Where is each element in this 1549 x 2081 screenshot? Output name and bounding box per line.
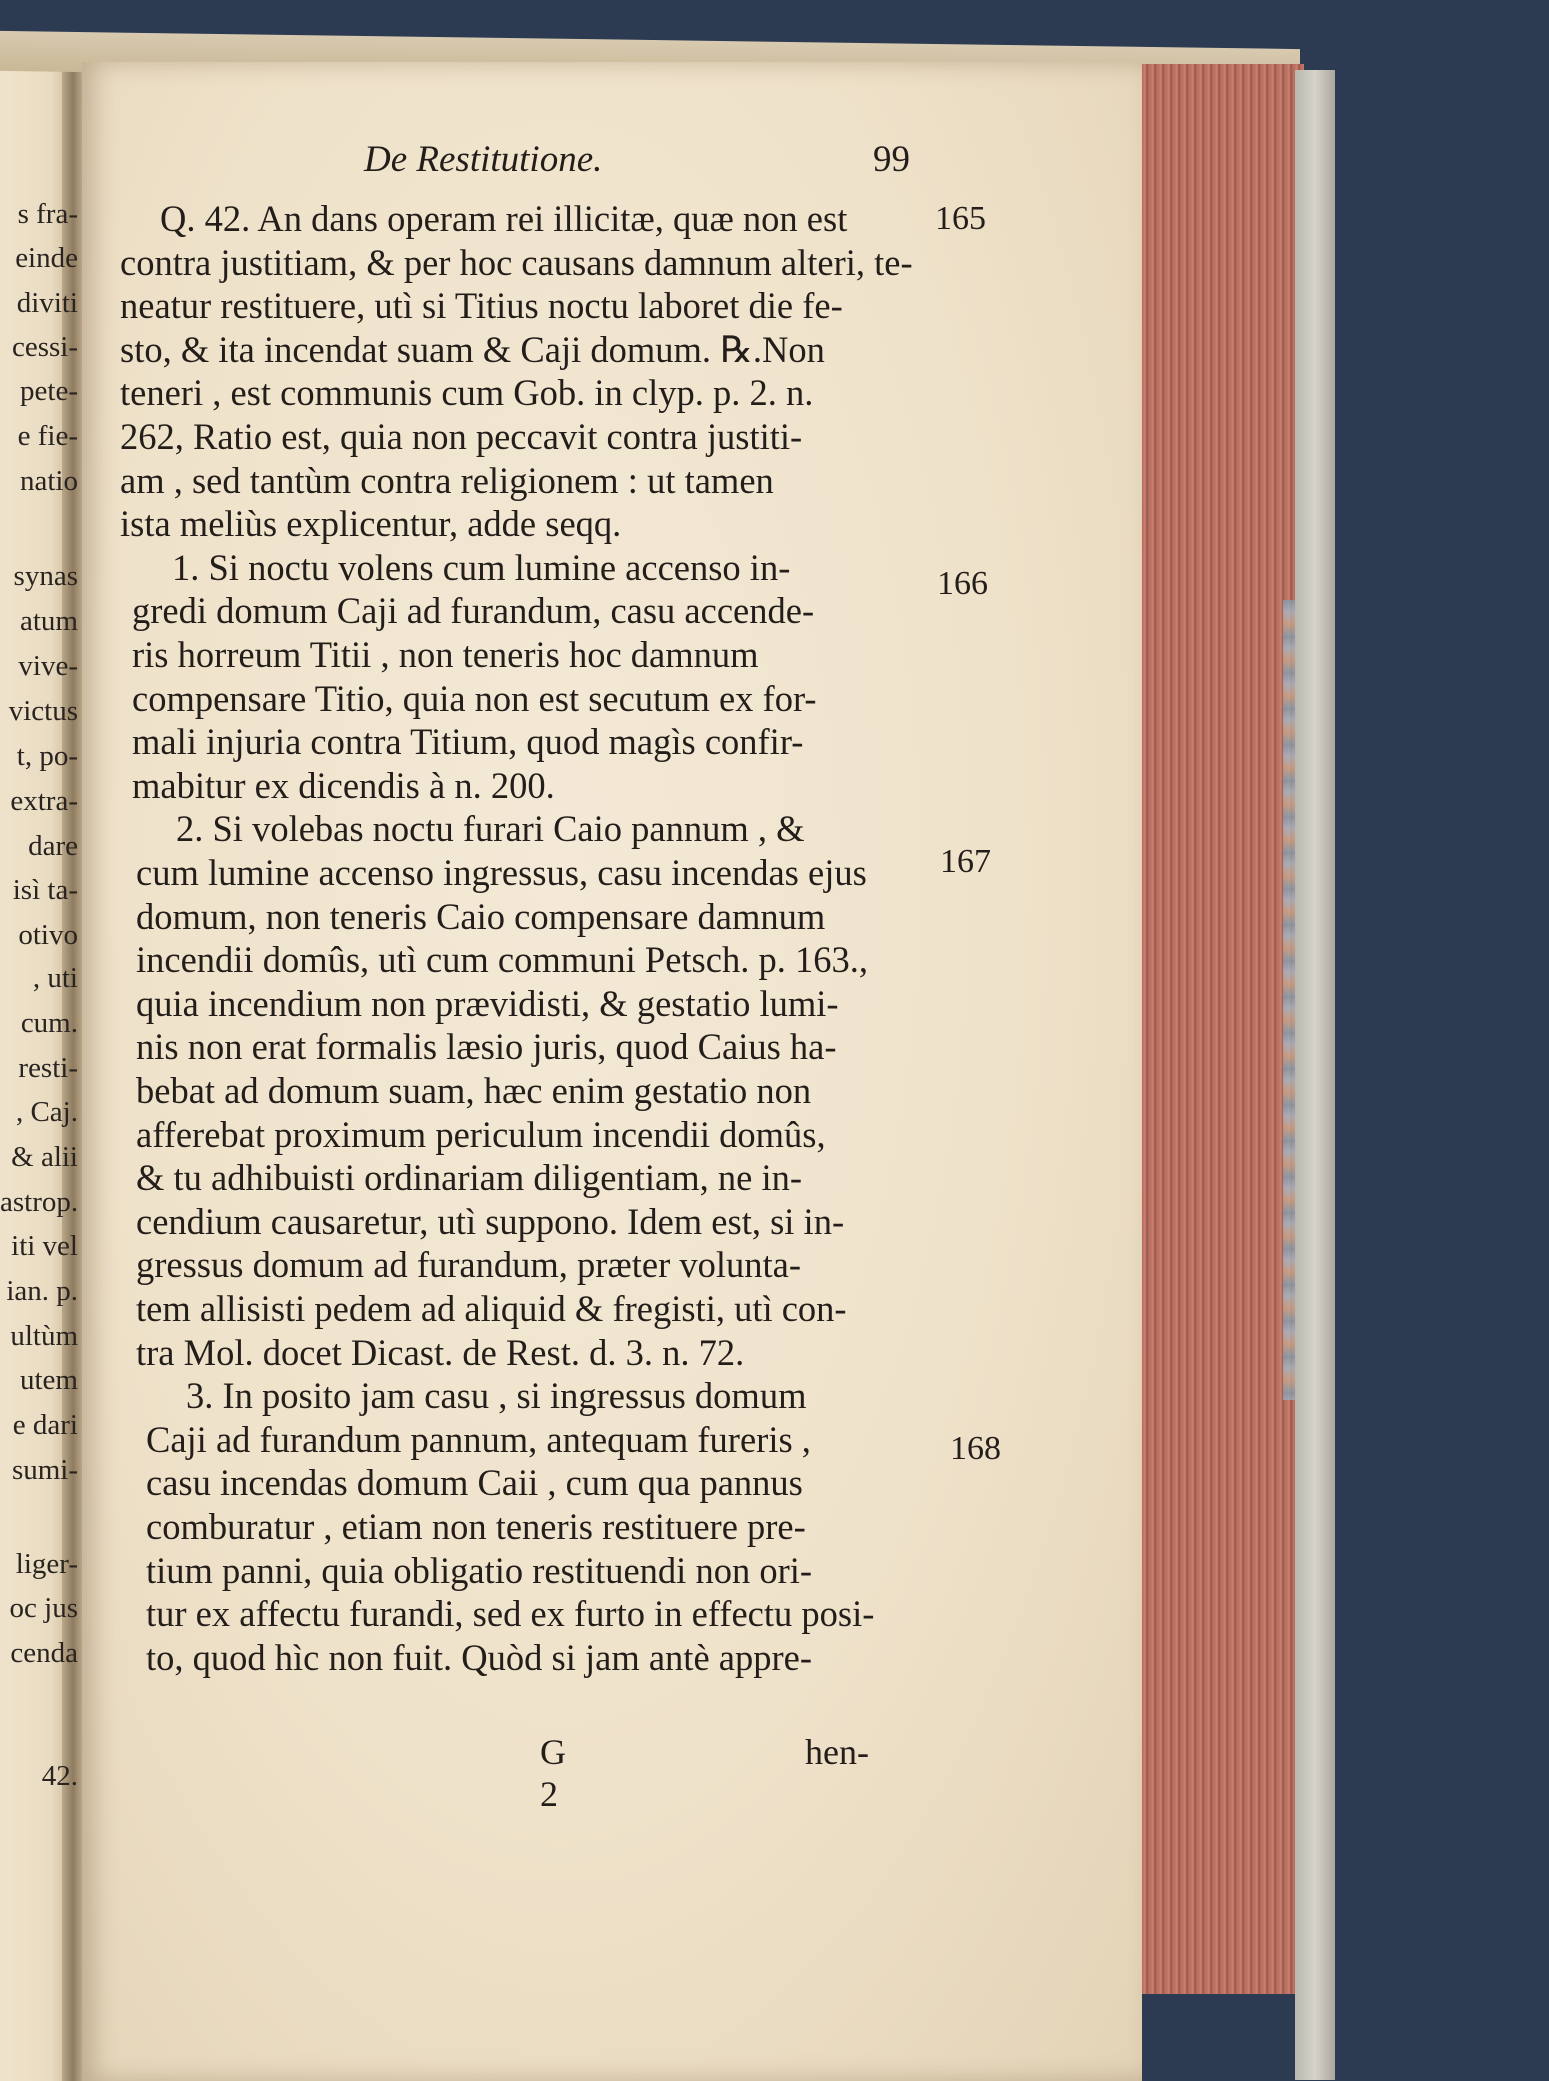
text-line: incendii domûs, utì cum communi Petsch. p. 163., — [136, 939, 868, 981]
previous-page-fragment: astrop. — [0, 1186, 78, 1218]
text-line: quia incendium non prævidisti, & gestatio lumi- — [136, 982, 839, 1024]
cover-board — [1295, 70, 1335, 2080]
text-line: tra Mol. docet Dicast. de Rest. d. 3. n. 72. — [136, 1331, 745, 1373]
text-line: sto, & ita incendat suam & Caji domum. ℞.Non — [120, 328, 825, 370]
previous-page-fragment: & alii — [11, 1141, 78, 1173]
text-line: gredi domum Caji ad furandum, casu accende- — [132, 590, 815, 632]
text-line: afferebat proximum periculum incendii domûs, — [136, 1113, 826, 1155]
previous-page-fragment: pete- — [20, 375, 78, 407]
running-title: De Restitutione. — [364, 139, 603, 180]
previous-page-fragment: natio — [20, 465, 78, 497]
previous-page-fragment: cessi- — [11, 331, 78, 363]
previous-page-fragment: victus — [8, 695, 78, 727]
text-line: teneri , est communis cum Gob. in clyp. p. 2. n. — [120, 372, 814, 414]
catchword: hen- — [805, 1732, 869, 1772]
previous-page-fragment: , uti — [32, 962, 78, 994]
text-line: ista meliùs explicentur, adde seqq. — [120, 503, 622, 545]
text-line: tem allisisti pedem ad aliquid & fregisti, utì con- — [136, 1288, 847, 1329]
text-line: neatur restituere, utì si Titius noctu laboret die fe- — [120, 285, 843, 327]
previous-page-fragment: 42. — [41, 1760, 78, 1792]
previous-page-fragment: liger- — [15, 1548, 78, 1580]
text-line: mali injuria contra Titium, quod magìs confir- — [132, 721, 804, 763]
previous-page-fragment: resti- — [18, 1052, 78, 1084]
previous-page-fragment: ultùm — [10, 1320, 78, 1352]
marginal-number: 165 — [935, 200, 986, 237]
text-line: 262, Ratio est, quia non peccavit contra justiti- — [120, 416, 803, 457]
previous-page-fragment: t, po- — [16, 740, 78, 772]
text-line: Caji ad furandum pannum, antequam fureris , — [146, 1418, 811, 1460]
previous-page-fragment: einde — [15, 242, 78, 274]
page-number: 99 — [873, 139, 910, 180]
text-line: ris horreum Titii , non teneris hoc damnum — [132, 634, 759, 675]
marginal-number: 167 — [940, 843, 991, 880]
text-line: mabitur ex dicendis à n. 200. — [132, 764, 555, 806]
text-line: bebat ad domum suam, hæc enim gestatio non — [136, 1070, 812, 1111]
text-line: contra justitiam, & per hoc causans damnum alteri, te- — [120, 241, 913, 283]
text-line: to, quod hìc non fuit. Quòd si jam antè appre- — [146, 1636, 812, 1678]
marginal-number: 166 — [937, 565, 988, 602]
previous-page-fragment: cum. — [20, 1007, 78, 1039]
previous-page-fragment: isì ta- — [12, 874, 78, 906]
text-line: compensare Titio, quia non est secutum ex for- — [132, 677, 817, 719]
previous-page-fragment: e dari — [12, 1409, 78, 1441]
text-line: 1. Si noctu volens cum lumine accenso in- — [172, 546, 791, 588]
text-line: domum, non teneris Caio compensare damnum — [136, 895, 826, 937]
text-line: tium panni, quia obligatio restituendi non ori- — [146, 1549, 813, 1591]
previous-page-fragment: iti vel — [11, 1230, 78, 1262]
previous-page-fragment: ian. p. — [6, 1275, 78, 1307]
previous-page-fragment: extra- — [10, 785, 78, 817]
previous-page-fragment: e fie- — [17, 420, 78, 452]
text-line: Q. 42. An dans operam rei illicitæ, quæ non est — [160, 198, 848, 239]
previous-page-fragment: cenda — [10, 1637, 78, 1669]
page-block-edge — [1132, 64, 1304, 1994]
previous-page-fragment: s fra- — [17, 198, 78, 230]
text-line: 3. In posito jam casu , si ingressus domum — [186, 1375, 807, 1417]
previous-page-fragment: synas — [13, 560, 78, 592]
signature-mark: G 2 — [540, 1732, 566, 1814]
text-line: comburatur , etiam non teneris restituere pre- — [146, 1506, 806, 1547]
text-line: & tu adhibuisti ordinariam diligentiam, ne in- — [136, 1157, 803, 1199]
previous-page-fragment: dare — [28, 830, 78, 862]
previous-page-fragment: otivo — [18, 919, 78, 951]
text-line: cum lumine accenso ingressus, casu incendas ejus — [136, 852, 867, 893]
text-line: 2. Si volebas noctu furari Caio pannum , & — [176, 808, 805, 850]
text-line: tur ex affectu furandi, sed ex furto in effectu posi- — [146, 1593, 875, 1635]
text-line: cendium causaretur, utì suppono. Idem est, si in- — [136, 1200, 845, 1242]
previous-page-fragment: oc jus — [9, 1592, 78, 1624]
text-line: nis non erat formalis læsio juris, quod Caius ha- — [136, 1026, 837, 1068]
text-line: casu incendas domum Caii , cum qua pannus — [146, 1462, 803, 1504]
previous-page-fragment: , Caj. — [15, 1096, 78, 1128]
running-header — [350, 138, 950, 188]
previous-page-fragment: diviti — [16, 287, 78, 319]
text-line: gressus domum ad furandum, præter volunta- — [136, 1244, 801, 1286]
marginal-number: 168 — [950, 1430, 1001, 1467]
previous-page-fragment: vive- — [18, 650, 78, 682]
previous-page-fragment: utem — [20, 1364, 78, 1396]
text-line: am , sed tantùm contra religionem : ut tamen — [120, 459, 774, 501]
previous-page-fragment: sumi- — [11, 1454, 78, 1486]
previous-page-fragment: atum — [20, 605, 78, 637]
